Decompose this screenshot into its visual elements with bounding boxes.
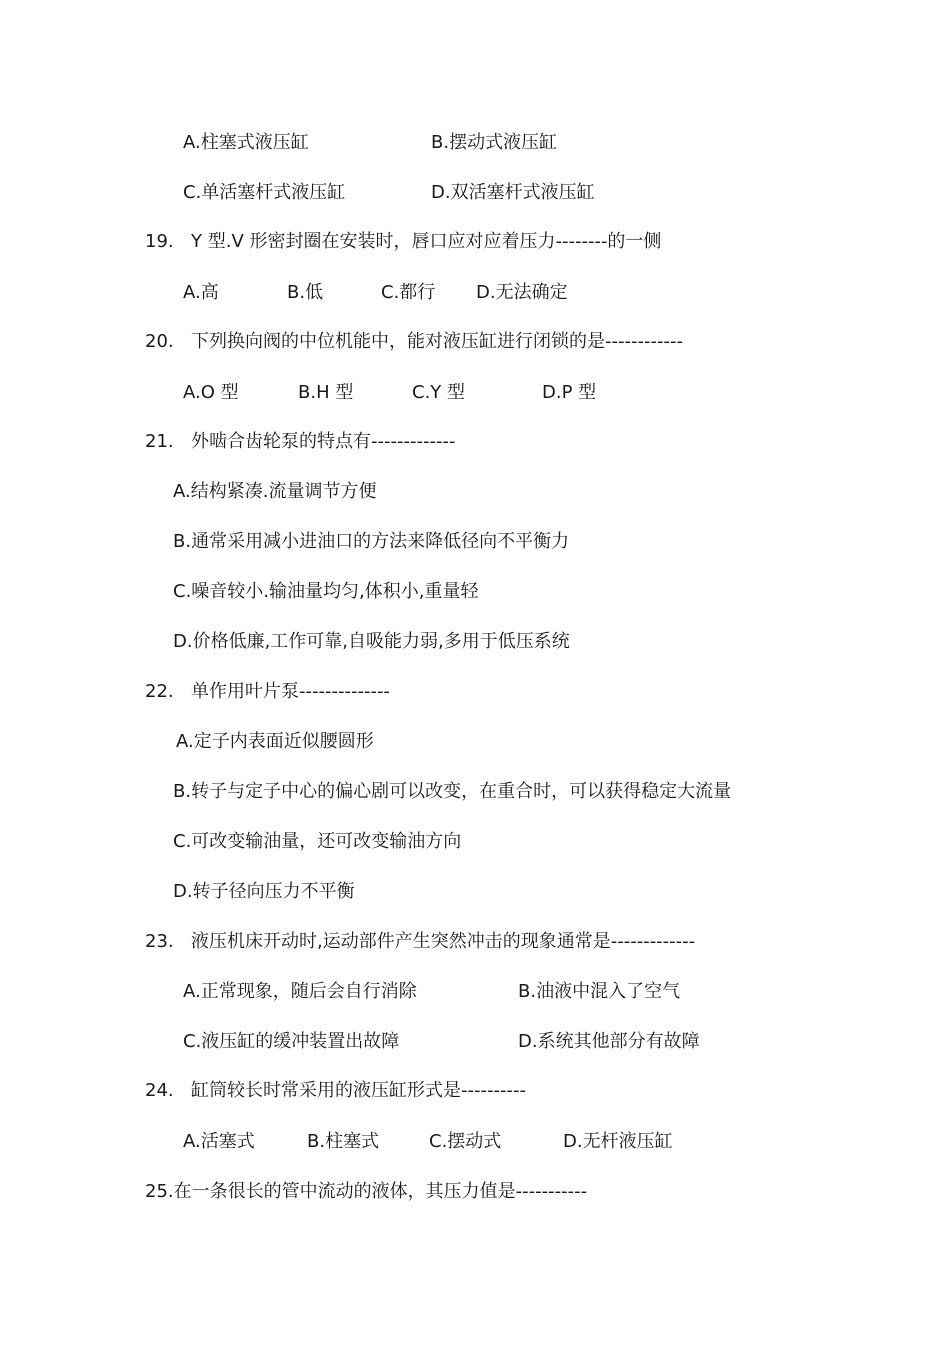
question-number: 22. [145,681,174,702]
q24-option-b: B.柱塞式 [307,1131,380,1152]
q23-option-a: A.正常现象，随后会自行消除 [183,981,417,1002]
question-number: 20. [145,331,174,352]
q19-option-d: D.无法确定 [476,282,568,303]
q19-option-b: B.低 [287,282,324,303]
q21-option-d: D.价格低廉,工作可靠,自吸能力弱,多用于低压系统 [173,631,570,652]
question-25: 25.在一条很长的管中流动的液体，其压力值是----------- [145,1181,588,1202]
q18-option-a: A.柱塞式液压缸 [183,132,309,153]
question-text: 下列换向阀的中位机能中，能对液压缸进行闭锁的是------------ [191,331,683,352]
question-21 [145,430,455,454]
question-text: 单作用叶片泵-------------- [191,681,390,702]
q19-option-c: C.都行 [381,282,436,303]
q20-option-d: D.P 型 [542,382,597,403]
question-text: 外啮合齿轮泵的特点有------------- [191,431,456,452]
q18-option-b: B.摆动式液压缸 [431,132,558,153]
q20-option-b: B.H 型 [298,382,354,403]
q23-option-c: C.液压缸的缓冲装置出故障 [183,1031,400,1052]
q24-option-a: A.活塞式 [183,1131,255,1152]
question-22 [145,680,390,704]
q18-option-d: D.双活塞杆式液压缸 [431,182,595,203]
q23-option-d: D.系统其他部分有故障 [518,1031,700,1052]
q21-option-a: A.结构紧凑.流量调节方便 [173,481,377,502]
q22-option-a: A.定子内表面近似腰圆形 [176,731,374,752]
question-23 [145,930,695,954]
q22-option-c: C.可改变输油量，还可改变输油方向 [173,831,462,852]
q19-option-a: A.高 [183,282,219,303]
question-number: 24. [145,1080,174,1101]
question-text: Y 型.V 形密封圈在安装时，唇口应对应着压力--------的一侧 [191,231,662,252]
question-text: 缸筒较长时常采用的液压缸形式是---------- [191,1080,526,1101]
q20-option-c: C.Y 型 [412,382,466,403]
q24-option-d: D.无杆液压缸 [563,1131,673,1152]
question-number: 23. [145,931,174,952]
q22-option-b: B.转子与定子中心的偏心剧可以改变，在重合时，可以获得稳定大流量 [173,781,732,802]
question-19 [145,230,661,254]
question-number: 21. [145,431,174,452]
q24-option-c: C.摆动式 [429,1131,502,1152]
q20-option-a: A.O 型 [183,382,239,403]
q22-option-d: D.转子径向压力不平衡 [173,881,355,902]
q21-option-b: B.通常采用减小进油口的方法来降低径向不平衡力 [173,531,570,552]
q18-option-c: C.单活塞杆式液压缸 [183,182,346,203]
question-24 [145,1079,526,1103]
q23-option-b: B.油液中混入了空气 [518,981,681,1002]
q21-option-c: C.噪音较小.输油量均匀,体积小,重量轻 [173,581,479,602]
question-20 [145,330,683,354]
question-number: 19. [145,231,174,252]
question-text: 液压机床开动时,运动部件产生突然冲击的现象通常是------------- [191,931,696,952]
